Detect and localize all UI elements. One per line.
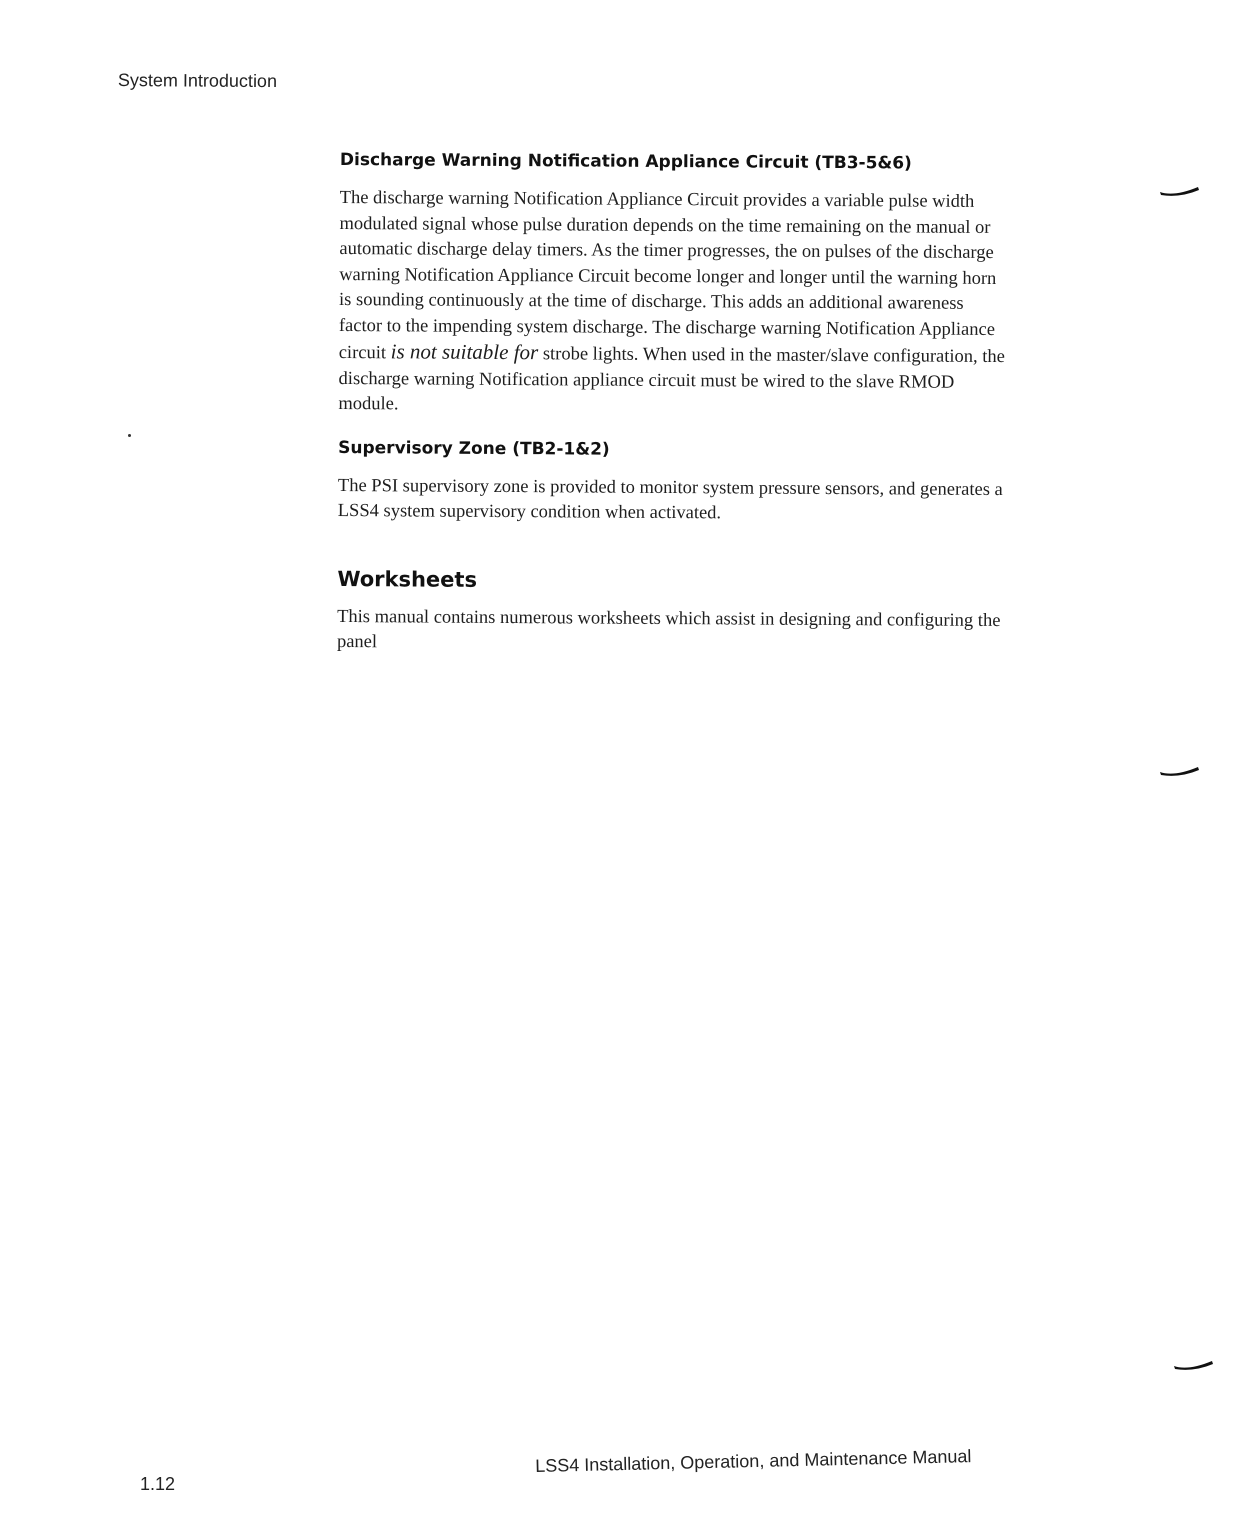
section-body-worksheets: This manual contains numerous worksheets which assist in designing and configuring the panel [336,606,1001,653]
section-heading-worksheets: Worksheets [337,566,478,592]
section-body-discharge-warning [338,186,1011,422]
emphasis-text: is not suitable for [390,339,539,365]
manual-title: LSS4 Installation, Operation, and Maintenance Manual [535,1446,972,1476]
scan-edge-mark-icon [1160,766,1200,778]
page-content [337,148,1020,660]
body-text: The discharge warning Notification Appliance Circuit provides a variable pulse width modulated signal whose pulse duration depends on the time remaining on the manual or automatic discharge delay timers. As the timer progresses, the on pulses of the discharge warning Notification Appliance Circuit become longer and longer until the warning horn is sounding continuously at the time of discharge. This adds an additional awareness factor to the impending system discharge. The discharge warning Notification Appliance circuit [338,187,997,364]
section-body-supervisory-zone: The PSI supervisory zone is provided to monitor system pressure sensors, and generates a LSS4 system supervisory condition when activated. [337,475,1003,524]
running-header: System Introduction [117,70,278,92]
body-text: strobe lights. When used in the master/slave configuration, the discharge warning Notification appliance circuit must be wired to the slave RMOD module. [338,344,1005,415]
page-number: 1.12 [140,1474,176,1494]
section-heading-discharge-warning: Discharge Warning Notification Appliance Circuit (TB3-5&6) [339,149,912,174]
scan-edge-mark-icon [1174,1360,1214,1372]
section-heading-supervisory-zone: Supervisory Zone (TB2-1&2) [338,437,610,460]
scan-edge-mark-icon [1160,186,1200,198]
scan-speck [128,434,131,437]
